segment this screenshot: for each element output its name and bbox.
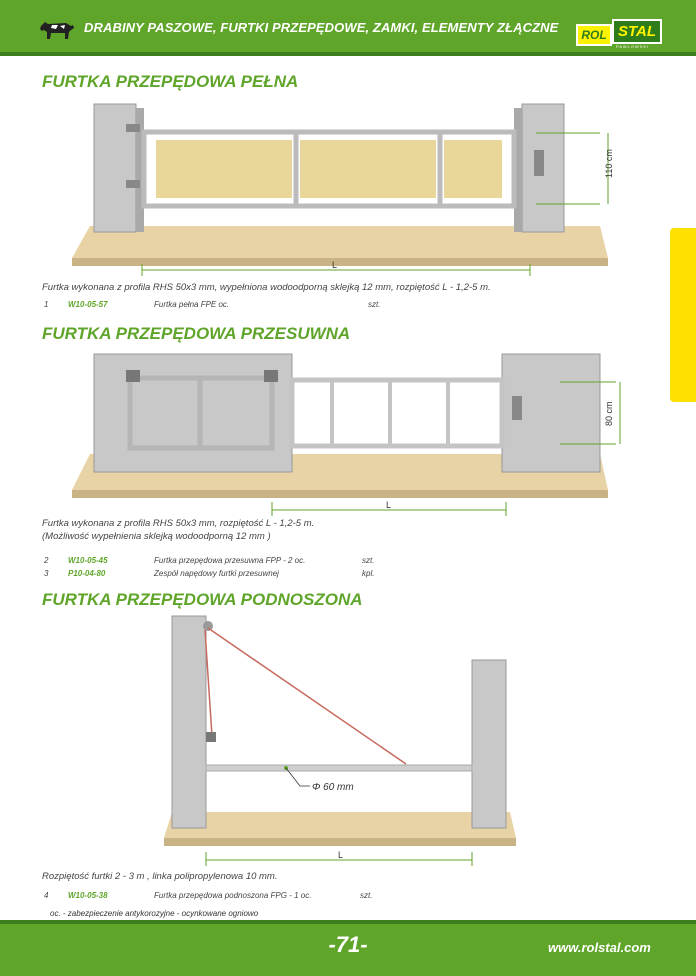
item-no: 3: [44, 569, 49, 578]
page-number: -71-: [328, 932, 368, 957]
plywood-panel: [156, 140, 292, 198]
rolstal-logo: [576, 16, 664, 50]
item-name: Furtka pełna FPE oc.: [154, 300, 230, 309]
item-row: [44, 569, 464, 580]
header-bar: [0, 0, 696, 56]
height-label: 80 cm: [604, 401, 614, 426]
footnote: oc. - zabezpieczenie antykorozyjne - ocynkowane ogniowo: [50, 909, 259, 918]
description-podnoszona: Rozpiętość furtki 2 - 3 m , linka polipropylenowa 10 mm.: [42, 871, 278, 882]
latch: [534, 150, 544, 176]
item-unit: kpl.: [362, 569, 375, 578]
item-row: [44, 891, 464, 902]
footer-bar: [0, 920, 696, 976]
left-post: [94, 104, 136, 232]
hinge: [126, 180, 140, 188]
length-label: L: [338, 850, 344, 860]
plywood-panel: [300, 140, 436, 198]
illustration-furtka-podnoszona: [150, 612, 530, 870]
cow-icon: [38, 18, 76, 40]
illustration-furtka-pelna: [60, 100, 640, 280]
logo-stal: STAL: [612, 19, 662, 44]
plywood-panel: [444, 140, 502, 198]
ground-slab: [164, 812, 516, 838]
description-pelna: Furtka wykonana z profila RHS 50x3 mm, wypełniona wodoodporną sklejką 12 mm, rozpiętość L - 1,2-5 m.: [42, 282, 491, 293]
header-title: DRABINY PASZOWE, FURTKI PRZEPĘDOWE, ZAMKI, ELEMENTY ZŁĄCZNE: [84, 20, 559, 35]
item-code: W10-05-38: [68, 891, 108, 900]
section-title-przesuwna: FURTKA PRZEPĘDOWA PRZESUWNA: [42, 324, 351, 343]
illustration-furtka-przesuwna: [60, 350, 640, 520]
rope-cleat: [206, 732, 216, 742]
length-label: L: [386, 500, 392, 510]
pipe-diameter-label: Φ 60 mm: [312, 782, 354, 793]
item-unit: szt.: [360, 891, 373, 900]
hinge: [126, 124, 140, 132]
website-link[interactable]: www.rolstal.com: [548, 940, 651, 955]
item-unit: szt.: [362, 556, 375, 565]
item-no: 2: [44, 556, 49, 565]
length-label: L: [332, 260, 338, 270]
logo-subtitle: PAWLOWSKI: [616, 44, 650, 49]
item-unit: szt.: [368, 300, 381, 309]
gate-frame: [292, 380, 502, 446]
right-post: [472, 660, 506, 828]
item-name: Furtka przepędowa podnoszona FPG - 1 oc.: [154, 891, 312, 900]
item-code: W10-05-57: [68, 300, 108, 309]
logo-rol: ROL: [576, 24, 612, 46]
side-tab-marker: [670, 228, 696, 402]
item-code: W10-05-45: [68, 556, 108, 565]
left-post: [172, 616, 206, 828]
latch: [512, 396, 522, 420]
height-label: 110 cm: [604, 149, 614, 178]
rope: [208, 628, 406, 764]
roller: [264, 370, 278, 382]
roller: [126, 370, 140, 382]
section-title-pelna: FURTKA PRZEPĘDOWA PEŁNA: [42, 72, 299, 91]
item-code: P10-04-80: [68, 569, 106, 578]
pipe-bar: [206, 765, 472, 771]
item-no: 1: [44, 300, 49, 309]
item-name: Furtka przepędowa przesuwna FPP - 2 oc.: [154, 556, 306, 565]
description-przesuwna-line2: (Możliwość wypełnienia sklejką wodoodporną 12 mm ): [42, 531, 271, 542]
item-row: [44, 300, 444, 311]
description-przesuwna-line1: Furtka wykonana z profila RHS 50x3 mm, rozpiętość L - 1,2-5 m.: [42, 518, 315, 529]
section-title-podnoszona: FURTKA PRZEPĘDOWA PODNOSZONA: [42, 590, 363, 609]
item-no: 4: [44, 891, 49, 900]
item-name: Zespół napędowy furtki przesuwnej: [154, 569, 279, 578]
item-row: [44, 556, 464, 567]
left-wall: [94, 354, 292, 472]
